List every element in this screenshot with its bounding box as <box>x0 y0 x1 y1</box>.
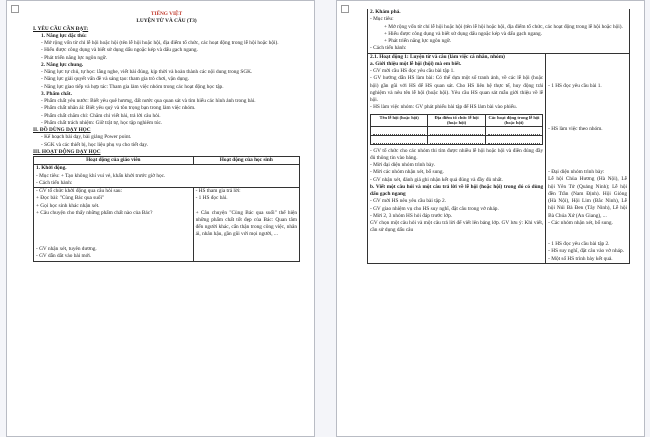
task-heading: a. Giới thiệu một lễ hội (hội) mà em biết. <box>370 60 462 67</box>
text-line: - Phẩm chất trách nhiệm: Giữ trật tự, học tập nghiêm túc. <box>41 119 163 126</box>
lesson-plan-content <box>33 11 300 262</box>
text-line: - Mời các nhóm nhận xét, bổ sung. <box>370 169 444 176</box>
task-heading: b. Viết một câu hỏi và một câu trả lời về lễ hội (hoặc hội) trong đó có dùng dấu gạch ngang <box>370 183 544 197</box>
worksheet-col-place: Địa điểm tổ chức lễ hội (hoặc hội) <box>428 114 485 126</box>
section-heading: III. HOẠT ĐỘNG DẠY HỌC <box>33 148 101 155</box>
teacher-column-header: Hoạt động của giáo viên <box>34 157 194 165</box>
text-line: + Đọc bài: "Cùng Bác qua suối" <box>36 195 105 202</box>
text-line: - HS làm việc nhóm: GV phát phiếu bài tập để HS làm bài vào phiếu. <box>370 104 518 111</box>
sub-heading: 3. Phẩm chất. <box>41 90 72 97</box>
page-corner-mark <box>341 5 349 13</box>
text-line: - HS tham gia trả lời: <box>195 188 241 194</box>
worksheet-table <box>370 114 543 145</box>
text-line: - Mục tiêu: + Tạo không khí vui vẻ, khấn khởi trước giờ học. <box>36 172 166 179</box>
spacer <box>548 90 627 126</box>
teacher-activity-cell <box>34 188 194 262</box>
text-line: + Câu chuyện "Cùng Bác qua suối" thể hiện những phẩm chất tốt đẹp của Bác: Quan tâm đến người khác, cẩn thận trong công việc, nhân ái, nhân hậu, gần gũi với mọi người, ... <box>195 209 297 238</box>
text-line: - SGK và các thiết bị, học liệu phụ vụ cho tiết dạy. <box>41 141 149 148</box>
text-line: + Câu chuyện cho thấy những phẩm chất nào của Bác? <box>36 209 153 216</box>
text-line: + Phát triển năng lực ngôn ngữ. <box>384 38 452 44</box>
worksheet-col-name: Tên lễ hội (hoặc hội) <box>371 114 428 126</box>
text-line: - GV nhận xét, tuyên dương. <box>36 246 97 252</box>
page-left <box>6 0 315 437</box>
text-line: - Mời đại diện nhóm trình bày. <box>370 162 435 168</box>
text-line: - GV mời cầu HS đọc yêu cầu bài tập 1. <box>370 68 455 74</box>
text-line: - Phẩm chất nhân ái: Biết yêu quý và tôn trọng bạn trong làm việc nhóm. <box>41 105 196 112</box>
lesson-title: LUYỆN TỪ VÀ CÂU (T3) <box>136 18 197 25</box>
text-line: - HS suy nghĩ, đặt câu vào vở nháp. <box>548 248 624 255</box>
worksheet-blank-cell <box>371 135 428 144</box>
activity-heading: 2.1. Hoạt động 1: Luyện từ và câu (làm việc cá nhân, nhóm) <box>370 53 505 60</box>
text-line: - Mời 2, 3 nhóm HS hỏi đáp trước lớp. <box>370 212 453 219</box>
section-heading: II. ĐỒ DÙNG DẠY HỌC <box>33 127 91 133</box>
worksheet-col-activities: Các hoạt động trong lễ hội (hoặc hội) <box>485 114 542 126</box>
spacer <box>196 203 297 210</box>
subject-title: TIẾNG VIỆT <box>150 11 183 17</box>
text-line: - Hiểu được công dụng và biết sử dụng dấu ngoặc kép và dấu gạch ngang. <box>41 47 198 54</box>
text-line: - 1 HS đọc bài. <box>195 195 228 202</box>
text-line: - Năng lực tự chủ, tự học: lắng nghe, viết bài đúng, kịp thời và hoàn thành các nội dung trong SGK. <box>41 69 253 75</box>
activity-table <box>33 156 300 262</box>
text-line: - Các nhóm nhận xét, bổ sung. <box>548 219 613 226</box>
student-activity-cell <box>546 53 630 263</box>
spacer <box>36 217 191 246</box>
section-heading: I. YÊU CẦU CẦN ĐẠT: <box>33 25 89 32</box>
text-line: - GV tổ chức cho các nhóm thi tìm được nhiều lễ hội hoặc hội và điền đúng đầy đủ thông tin vào bảng. <box>370 147 544 161</box>
text-line: GV chọn một câu hỏi và một câu trả lời để viết lên bảng lớp. GV lưu ý: Khi viết, cần sử dụng dấu câu <box>370 220 544 234</box>
text-line: - 1 HS đọc yêu cầu bài tập 2. <box>548 241 610 247</box>
student-column-header: Hoạt động của học sinh <box>193 157 299 165</box>
spacer <box>548 227 627 241</box>
text-line: - GV tổ chức khởi động qua câu hỏi sau: <box>36 188 123 194</box>
text-line: - GV giao nhiệm vụ cho HS suy nghĩ, đặt câu trong vở nháp. <box>370 205 499 212</box>
text-line: - GV mời HS nêu yêu cầu bài tập 2. <box>370 198 446 205</box>
text-line: - Đại diện nhóm trình bày: <box>548 169 605 175</box>
page-right <box>336 0 645 437</box>
teacher-activity-cell <box>368 53 546 263</box>
spacer <box>548 133 627 169</box>
text-line: - GV dẫn dắt vào bài mới. <box>36 253 92 260</box>
explore-intro-cell <box>368 9 630 53</box>
section-heading: 2. Khám phá. <box>370 9 401 15</box>
student-activity-cell <box>193 188 299 262</box>
text-line: - Mục tiêu: <box>370 16 394 23</box>
page-corner-mark <box>11 5 19 13</box>
text-line: + Gọi học sinh khác nhận xét. <box>36 202 100 209</box>
text-line: Lễ hội Chùa Hương (Hà Nội), Lễ hội Yên Tử (Quảng Ninh); Lễ hội đền Trần (Nam Định). Hội Gióng (Hà Nội), Hội Lim (Bắc Ninh), Lễ hội Núi Bà Đen (Tây Ninh), Lễ hội Bà Chúa Xứ (An Giang), ... <box>548 176 627 219</box>
text-line: + Mở rộng vốn từ chỉ lễ hội hoặc hội (tên lễ hội hoặc hội, địa điểm tổ chức, các hoạt động trong lễ hội hoặc hội). <box>384 23 623 30</box>
text-line: - Năng lực giao tiếp và hợp tác: Tham gia làm việc nhóm trong các hoạt động học tập. <box>41 83 224 90</box>
sub-heading: 2. Năng lực chung. <box>41 61 84 68</box>
worksheet-blank-cell <box>485 135 542 144</box>
text-line: - Cách tiến hành: <box>36 179 73 186</box>
warmup-intro-cell <box>34 165 300 188</box>
spacer <box>548 54 627 83</box>
explore-table <box>367 9 630 264</box>
warmup-heading: 1. Khởi động. <box>36 165 67 172</box>
text-line: - Phẩm chất chăm chỉ: Chăm chỉ viết bài, trả lời câu hỏi. <box>41 112 161 119</box>
worksheet-blank-cell <box>428 126 485 135</box>
worksheet-blank-cell <box>371 126 428 135</box>
worksheet-blank-cell <box>428 135 485 144</box>
text-line: - HS làm việc theo nhóm. <box>548 125 603 132</box>
text-line: - GV nhận xét, đánh giá ghi nhận kết quả đúng và đầy đủ nhất. <box>370 176 503 183</box>
text-line: - Kế hoạch bài dạy, bài giảng Power point. <box>41 134 132 141</box>
text-line: - Mở rộng vốn từ chỉ lễ hội hoặc hội (tên lễ hội hoặc hội, địa điểm tổ chức, các hoạt động trong lễ hội hoặc hội). <box>41 40 279 46</box>
text-line: - Một số HS trình bày kết quả. <box>548 255 613 262</box>
text-line: - Phát triển năng lực ngôn ngữ. <box>41 54 107 61</box>
sub-heading: 1. Năng lực đặc thù: <box>41 32 87 39</box>
worksheet-blank-cell <box>485 126 542 135</box>
text-line: - 1 HS đọc yêu cầu bài 1. <box>548 82 602 89</box>
text-line: - Năng lực giải quyết vấn đề và sáng tạo: tham gia trò chơi, vận dụng. <box>41 76 189 83</box>
text-line: + Hiểu được công dụng và biết sử dụng dấu ngoặc kép và dấu gạch ngang. <box>384 30 543 37</box>
text-line: - Phẩm chất yêu nước: Biết yêu quê hương, đất nước qua quan sát và tìm hiểu các hình ảnh trong bài. <box>41 98 256 104</box>
text-line: - GV hướng dẫn HS làm bài: Có thể dựa một số tranh ảnh, về các lễ hội (hoặc hội) gần gũi với HS để HS quan sát. Cho HS liên hệ thực tế, huy động trải nghiệm và nêu tên lễ hội (hoặc hội). Yêu cầu HS quan sát mẫu giới thiệu về lễ hội. <box>370 75 544 103</box>
lesson-plan-content <box>367 9 630 264</box>
text-line: - Cách tiến hành: <box>370 45 407 52</box>
